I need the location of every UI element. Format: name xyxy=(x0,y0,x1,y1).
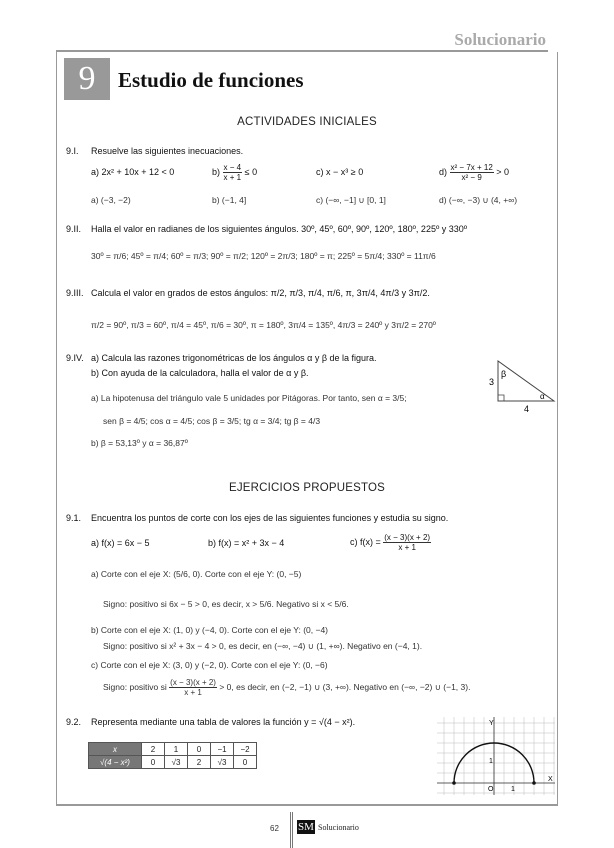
q94-prompt-a: a) Calcula las razones trigonométricas de los ángulos α y β de la figura. xyxy=(91,353,377,363)
q91-b xyxy=(212,163,257,182)
x-tick-label: 1 xyxy=(511,786,515,793)
e91-sc2-num: (x − 3)(x + 2) xyxy=(170,678,216,687)
semicircle-graph xyxy=(437,717,555,795)
e91-sb1: b) Corte con el eje X: (1, 0) y (−4, 0). Corte con el eje Y: (0, −4) xyxy=(91,625,329,635)
e91-c-frac xyxy=(383,533,431,552)
q94-ans-a2: sen β = 4/5; cos α = 4/5; cos β = 3/5; tg α = 3/4; tg β = 4/3 xyxy=(103,416,321,426)
e91-sc2-den: x + 1 xyxy=(184,688,202,697)
table-cell: x xyxy=(89,743,142,756)
alpha-label: α xyxy=(540,392,545,401)
section-proposed: EJERCICIOS PROPUESTOS xyxy=(228,482,386,494)
e91-sb2: Signo: positivo si x² + 3x − 4 > 0, es decir, en (−∞, −4) ∪ (1, +∞). Negativo en (−4, 1). xyxy=(103,641,423,651)
page-number: 62 xyxy=(270,824,279,833)
chapter-title: Estudio de funciones xyxy=(118,68,304,92)
q91-d-frac xyxy=(450,163,494,182)
q92-answer: 30º = π/6; 45º = π/4; 60º = π/3; 90º = π/2; 120º = 2π/3; 180º = π; 225º = 5π/4; 330º = 11π/6 xyxy=(91,251,436,261)
e91-c-pre: c) f(x) = xyxy=(350,536,381,547)
table-cell: −2 xyxy=(234,743,257,756)
q91-ans-a: a) (−3, −2) xyxy=(91,195,131,205)
e91-c-num: (x − 3)(x + 2) xyxy=(384,533,431,542)
footer-label: Solucionario xyxy=(318,823,359,832)
q91-d-num: x² − 7x + 12 xyxy=(450,163,493,172)
frame-left xyxy=(56,52,57,806)
triangle-shape xyxy=(498,361,554,401)
triangle-figure xyxy=(480,355,560,415)
q91-a: a) 2x² + 10x + 12 < 0 xyxy=(91,167,175,177)
e91-c xyxy=(350,533,431,552)
e91-b: b) f(x) = x² + 3x − 4 xyxy=(208,538,285,548)
e91-sa1: a) Corte con el eje X: (5/6, 0). Corte con el eje Y: (0, −5) xyxy=(91,569,302,579)
origin-label: O xyxy=(488,786,494,793)
side-vertical-label: 3 xyxy=(489,377,495,387)
q91-b-pre: b) xyxy=(212,166,221,177)
e91-a: a) f(x) = 6x − 5 xyxy=(91,538,150,548)
table-row xyxy=(89,743,257,756)
table-cell: 1 xyxy=(165,743,188,756)
q91-ans-d: d) (−∞, −3) ∪ (4, +∞) xyxy=(439,195,518,205)
e91-sc2-frac xyxy=(169,678,217,697)
point-left xyxy=(452,781,456,785)
q91-d xyxy=(439,163,509,182)
footer-divider xyxy=(290,812,293,848)
table-cell: 0 xyxy=(142,756,165,769)
q91-d-post: > 0 xyxy=(496,166,510,177)
values-table xyxy=(88,742,257,769)
q91-ans-b: b) (−1, 4] xyxy=(212,195,247,205)
e92-id: 9.2. xyxy=(66,717,82,727)
e91-id: 9.1. xyxy=(66,513,82,523)
q91-ans-c: c) (−∞, −1] ∪ [0, 1] xyxy=(316,195,386,205)
q91-b-den: x + 1 xyxy=(223,173,242,182)
table-cell: √3 xyxy=(211,756,234,769)
q91-b-frac xyxy=(223,163,243,182)
chapter-number: 9 xyxy=(64,58,110,100)
table-cell: √(4 − x²) xyxy=(89,756,142,769)
table-cell: 0 xyxy=(234,756,257,769)
y-tick-label: 1 xyxy=(489,758,493,765)
table-row xyxy=(89,756,257,769)
beta-label: β xyxy=(501,369,507,379)
q94-prompt-b: b) Con ayuda de la calculadora, halla el valor de α y β. xyxy=(91,368,309,378)
q91-c: c) x − x³ ≥ 0 xyxy=(316,167,364,177)
q93-id: 9.III. xyxy=(66,288,84,298)
frame-bottom xyxy=(56,804,558,806)
q93-answer: π/2 = 90º, π/3 = 60º, π/4 = 45º, π/6 = 30º, π = 180º, 3π/4 = 135º, 4π/3 = 240º y 3π/2 = 270º xyxy=(91,320,436,330)
e91-sc2-post: > 0, es decir, en (−2, −1) ∪ (3, +∞). Negativo en (−∞, −2) ∪ (−1, 3). xyxy=(219,681,471,692)
right-angle-mark xyxy=(498,395,504,401)
x-axis-label: X xyxy=(548,776,553,783)
e91-prompt: Encuentra los puntos de corte con los ejes de las siguientes funciones y estudia su signo. xyxy=(91,513,449,523)
table-cell: −1 xyxy=(211,743,234,756)
q91-b-post: ≤ 0 xyxy=(244,166,258,177)
e91-sc2 xyxy=(103,678,470,697)
q92-id: 9.II. xyxy=(66,224,82,234)
e92-prompt: Representa mediante una tabla de valores la función y = √(4 − x²). xyxy=(91,717,356,727)
y-axis-label: Y xyxy=(489,720,494,727)
header-title: Solucionario xyxy=(454,30,546,49)
table-cell: 2 xyxy=(188,756,211,769)
q91-b-num: x − 4 xyxy=(223,163,242,172)
q94-id: 9.IV. xyxy=(66,353,84,363)
header-rule xyxy=(56,50,548,52)
e91-sc2-pre: Signo: positivo si xyxy=(103,681,167,692)
table-cell: 0 xyxy=(188,743,211,756)
q91-id: 9.I. xyxy=(66,146,79,156)
e91-sc1: c) Corte con el eje X: (3, 0) y (−2, 0). Corte con el eje Y: (0, −6) xyxy=(91,660,328,670)
frame-right xyxy=(557,52,558,806)
q91-d-pre: d) xyxy=(439,166,448,177)
q94-ans-b: b) β = 53,13º y α = 36,87º xyxy=(91,438,188,448)
side-horizontal-label: 4 xyxy=(524,404,530,414)
e91-sa2: Signo: positivo si 6x − 5 > 0, es decir, x > 5/6. Negativo si x < 5/6. xyxy=(103,599,349,609)
q93-prompt: Calcula el valor en grados de estos ángulos: π/2, π/3, π/4, π/6, π, 3π/4, 4π/3 y 3π/2. xyxy=(91,288,430,298)
q92-prompt: Halla el valor en radianes de los siguientes ángulos. 30º, 45º, 60º, 90º, 120º, 180º, 225º y 330º xyxy=(91,224,468,234)
q91-d-den: x² − 9 xyxy=(461,173,482,182)
table-cell: 2 xyxy=(142,743,165,756)
q91-prompt: Resuelve las siguientes inecuaciones. xyxy=(91,146,244,156)
q94-ans-a1: a) La hipotenusa del triángulo vale 5 unidades por Pitágoras. Por tanto, sen α = 3/5; xyxy=(91,393,407,403)
section-initial: ACTIVIDADES INICIALES xyxy=(237,116,377,128)
table-cell: √3 xyxy=(165,756,188,769)
point-right xyxy=(532,781,536,785)
publisher-logo: SM xyxy=(298,821,314,833)
e91-c-den: x + 1 xyxy=(398,543,416,552)
